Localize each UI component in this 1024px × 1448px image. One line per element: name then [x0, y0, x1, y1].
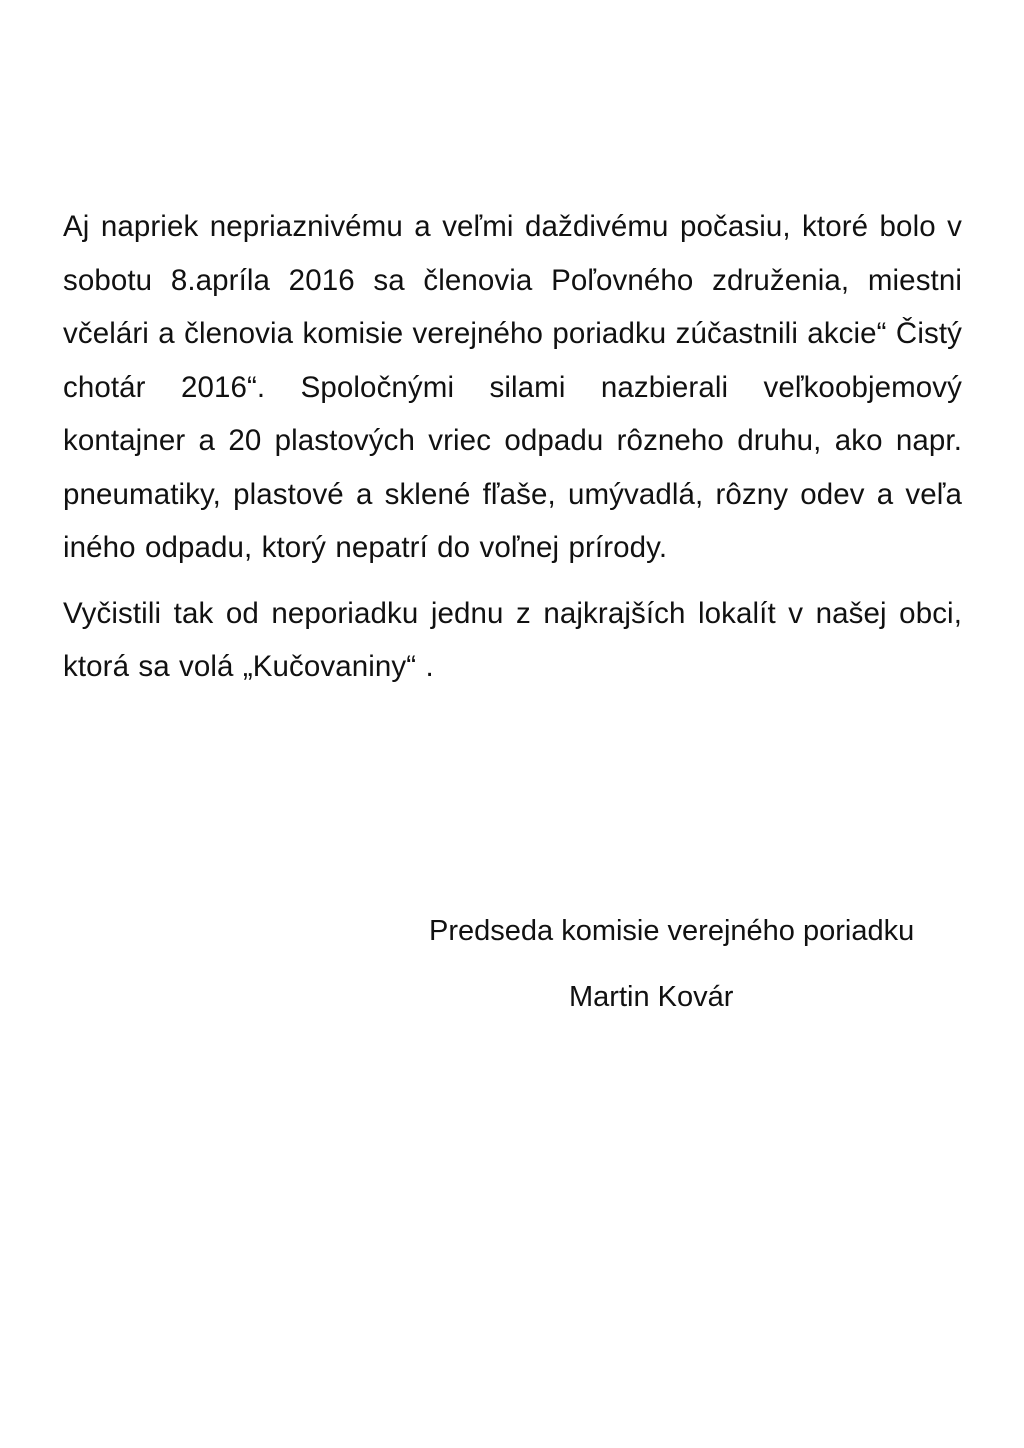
- paragraph-cleanup-event: Aj napriek nepriaznivému a veľmi daždivému počasiu, ktoré bolo v sobotu 8.apríla 2016 sa členovia Poľovného združenia, miestni včelári a členovia komisie verejného poriadku zúčastnili akcie“ Čistý chotár 2016“. Spoločnými silami nazbierali veľkoobjemový kontajner a 20 plastových vriec odpadu rôzneho druhu, ako napr. pneumatiky, plastové a sklené fľaše, umývadlá, rôzny odev a veľa iného odpadu, ktorý nepatrí do voľnej prírody.: [63, 210, 962, 564]
- signature-name: Martin Kovár: [569, 981, 734, 1013]
- signature-title: Predseda komisie verejného poriadku: [429, 915, 915, 947]
- document-body: [63, 200, 962, 706]
- paragraph-cleaned-locality: Vyčistili tak od neporiadku jednu z najkrajších lokalít v našej obci, ktorá sa volá „Kučovaniny“ .: [63, 596, 962, 683]
